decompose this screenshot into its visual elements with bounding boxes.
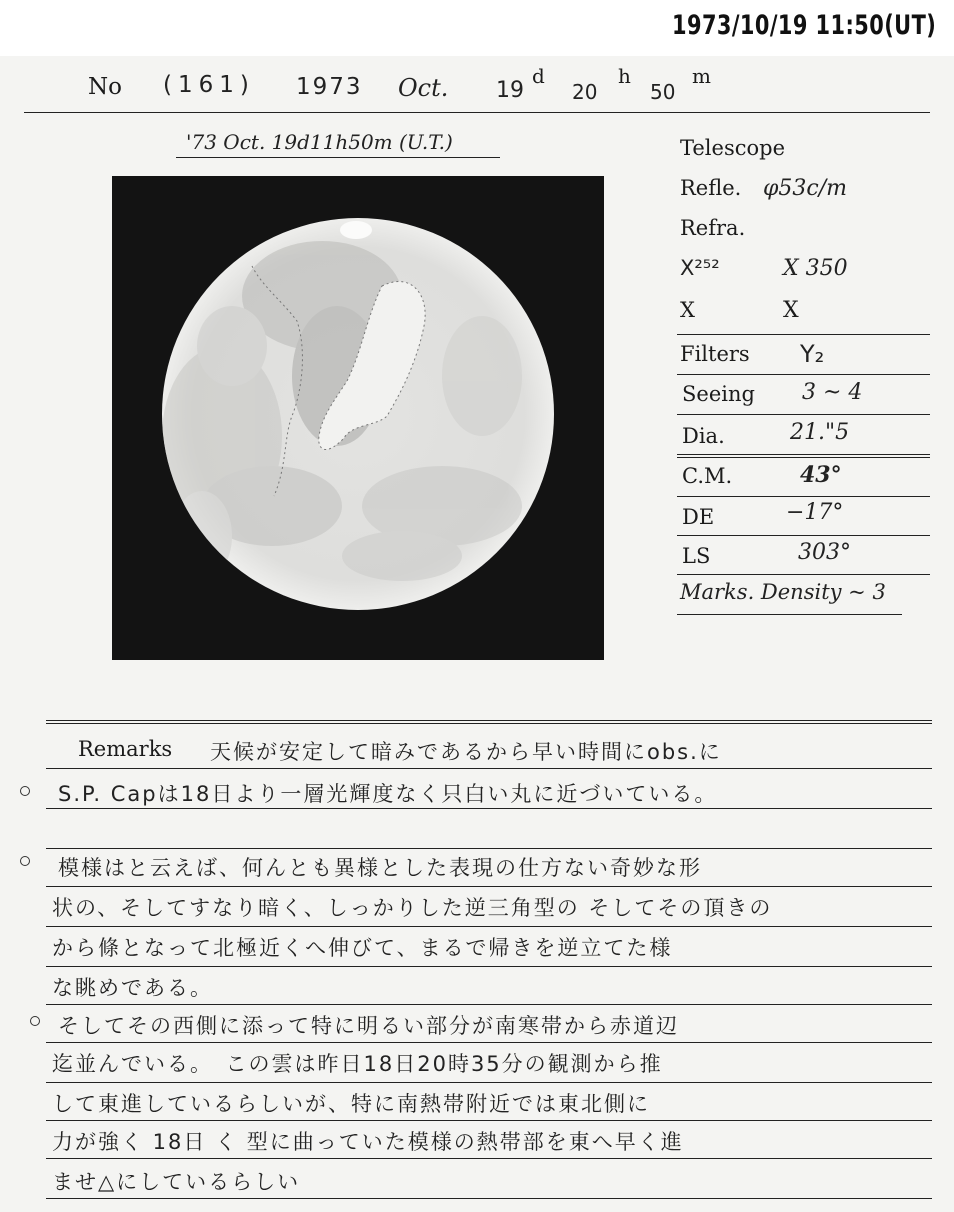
remarks-line-7: な眺めである。	[52, 976, 213, 1000]
remarks-rule-10	[46, 1120, 932, 1121]
magnification-row-1	[677, 248, 932, 288]
record-number-label: No	[88, 74, 122, 100]
header-divider	[24, 112, 930, 113]
filters-label: Filters	[680, 342, 750, 366]
refra-row	[677, 208, 932, 248]
remarks-rule-9	[46, 1082, 932, 1083]
refle-value: φ53c/m	[763, 176, 847, 201]
remarks-rule-3	[46, 848, 932, 849]
table-divider-2	[677, 374, 930, 375]
record-day-sup: d	[532, 64, 545, 88]
remarks-line-11: 力が強く 18日 く 型に曲っていた模様の熱帯部を東へ早く進	[52, 1130, 684, 1154]
table-divider-8	[677, 614, 902, 615]
telescope-row	[677, 128, 932, 168]
remarks-line-4: 模様はと云えば、何んとも異様とした表現の仕方ない奇妙な形	[58, 856, 702, 880]
remarks-rule-7	[46, 1004, 932, 1005]
remarks-line-1: 天候が安定して暗みであるから早い時間にobs.に	[210, 740, 722, 764]
magnification-row-2	[677, 288, 932, 330]
record-minute: 50	[650, 80, 676, 104]
magnification-a: X²⁵²	[680, 256, 720, 280]
refra-label: Refra.	[680, 216, 746, 240]
filters-value: Y₂	[800, 340, 825, 368]
de-label: DE	[682, 505, 715, 529]
observation-table	[677, 128, 932, 330]
record-month: Oct.	[398, 74, 449, 102]
record-year: 1973	[296, 74, 363, 100]
remarks-line-8: そしてその西側に添って特に明るい部分が南寒帯から赤道辺	[58, 1014, 679, 1038]
table-divider-7	[677, 574, 930, 575]
mars-disk-illustration	[112, 176, 604, 660]
marks-density: Marks. Density ~ 3	[680, 580, 886, 604]
table-divider-3	[677, 414, 930, 415]
magnification-d: X	[783, 298, 799, 323]
remarks-label: Remarks	[78, 737, 173, 761]
drawing-caption: '73 Oct. 19d11h50m (U.T.)	[186, 130, 453, 154]
table-divider-4	[677, 454, 930, 458]
remarks-line-12: ませ△にしているらしい	[52, 1170, 301, 1194]
record-number-value: (161)	[163, 72, 255, 98]
table-divider-6	[677, 535, 930, 536]
dia-label: Dia.	[682, 424, 725, 448]
magnification-c: X	[680, 298, 695, 322]
remarks-rule-5	[46, 926, 932, 927]
remarks-line-5: 状の、そしてすなり暗く、しっかりした逆三角型の そしてその頂きの	[52, 896, 773, 920]
seeing-label: Seeing	[682, 382, 755, 406]
telescope-label: Telescope	[680, 136, 785, 160]
ls-label: LS	[682, 544, 711, 568]
magnification-b: X 350	[783, 256, 848, 281]
bullet-3	[30, 1016, 40, 1026]
dia-value: 21."5	[790, 420, 850, 445]
top-strip	[0, 0, 954, 56]
table-divider-1	[677, 334, 930, 335]
caption-underline	[176, 157, 500, 158]
remarks-rule-8	[46, 1042, 932, 1043]
refle-row	[677, 168, 932, 208]
table-divider-5	[677, 496, 930, 497]
cm-value: 43°	[800, 462, 842, 488]
record-minute-sup: m	[692, 64, 711, 88]
refle-label: Refle.	[680, 176, 742, 200]
seeing-value: 3 ~ 4	[802, 380, 863, 405]
south-polar-cap	[340, 221, 372, 239]
cm-label: C.M.	[682, 464, 733, 488]
remarks-rule-11	[46, 1158, 932, 1159]
bullet-1	[20, 786, 30, 796]
remarks-rule-4	[46, 886, 932, 887]
record-hour-sup: h	[618, 64, 631, 88]
timestamp-stamp: 1973/10/19 11:50(UT)	[671, 10, 936, 41]
remarks-line-10: して東進しているらしいが、特に南熱帯附近では東北側に	[52, 1092, 650, 1116]
remarks-line-2: S.P. Capは18日より一層光輝度なく只白い丸に近づいている。	[58, 782, 718, 806]
record-hour: 20	[572, 80, 598, 104]
bullet-2	[20, 856, 30, 866]
de-value: −17°	[786, 500, 844, 525]
remarks-line-6: から條となって北極近くへ伸びて、まるで帰きを逆立てた様	[52, 936, 673, 960]
remarks-rule-6	[46, 966, 932, 967]
remarks-rule-12	[46, 1198, 932, 1199]
remarks-top-rule	[46, 720, 932, 724]
remarks-line-9: 迄並んでいる。 この雲は昨日18日20時35分の観測から推	[52, 1052, 663, 1076]
ls-value: 303°	[798, 540, 851, 565]
remarks-rule-2	[46, 808, 932, 809]
mars-drawing	[112, 176, 604, 660]
record-day: 19	[496, 78, 524, 103]
remarks-rule-1	[46, 768, 932, 769]
